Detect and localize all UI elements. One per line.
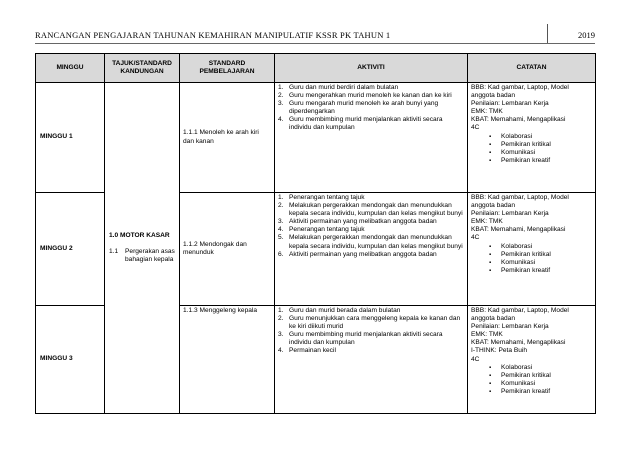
- week-cell: MINGGU 3: [36, 306, 105, 414]
- aktiviti-item: 2. Guru menunjukkan cara menggeleng kepala ke kanan dan ke kiri diikuti murid: [278, 315, 461, 331]
- catatan-line: BBB: Kad gambar, Laptop, Model anggota badan: [471, 307, 569, 323]
- catatan-line: Penilaian: Lembaran Kerja: [471, 323, 549, 331]
- rpt-table: [35, 53, 596, 414]
- aktiviti-item: 2. Melakukan pergerakkan mendongak dan menundukkan kepala secara individu, kumpulan dan kelas mengikut bunyi: [278, 202, 463, 218]
- catatan-line: Penilaian: Lembaran Kerja: [471, 210, 549, 218]
- sp-text: 1.1.3 Menggeleng kepala: [183, 307, 258, 314]
- catatan-line: EMK: TMK: [471, 108, 503, 116]
- header-divider: [547, 24, 548, 43]
- aktiviti-cell: [275, 306, 468, 414]
- col-header-aktiviti: AKTIVITI: [275, 54, 468, 83]
- aktiviti-item: 4. Guru membimbing murid menjalankan aktiviti secara individu dan kumpulan: [278, 116, 443, 132]
- aktiviti-item: 6. Aktiviti permainan yang melibatkan anggota badan: [278, 250, 437, 258]
- sp-cell: [180, 306, 275, 414]
- 4c-item: ▪ Komunikasi: [489, 258, 536, 266]
- bullet-icon: ▪: [489, 149, 492, 156]
- catatan-line: KBAT: Memahami, Mengaplikasi: [471, 226, 566, 234]
- 4c-list: [471, 243, 592, 275]
- catatan-line: 4C: [471, 124, 480, 132]
- 4c-item: ▪ Pemikiran kritikal: [489, 371, 551, 379]
- catatan-cell: [468, 83, 596, 193]
- 4c-list: [471, 133, 592, 165]
- bullet-icon: ▪: [489, 251, 492, 258]
- bullet-icon: ▪: [489, 141, 492, 148]
- col-header-sp: STANDARD PEMBELAJARAN: [180, 54, 275, 83]
- aktiviti-item: 2. Guru mengerahkan murid menoleh ke kanan dan ke kiri: [278, 92, 452, 100]
- 4c-list: [471, 364, 592, 396]
- bullet-icon: ▪: [489, 133, 492, 140]
- aktiviti-item: 5. Melakukan pergerakkan mendongak dan menundukkan kepala secara individu, kumpulan dan kelas mengikut bunyi: [278, 234, 463, 250]
- catatan-line: 4C: [471, 234, 480, 242]
- aktiviti-item: 4. Permainan kecil: [278, 347, 336, 355]
- 4c-item: ▪ Pemikiran kritikal: [489, 250, 551, 258]
- catatan-line: KBAT: Memahami, Mengaplikasi: [471, 339, 566, 347]
- col-header-tajuk: TAJUK/STANDARD KANDUNGAN: [105, 54, 180, 83]
- sp-text: 1.1.2 Mendongak dan menunduk: [183, 240, 247, 256]
- table-row: [36, 83, 596, 193]
- catatan-line: BBB: Kad gambar, Laptop, Model anggota badan: [471, 84, 569, 100]
- week-cell: MINGGU 1: [36, 83, 105, 193]
- bullet-icon: ▪: [489, 259, 492, 266]
- aktiviti-list: [278, 84, 464, 133]
- 4c-item: ▪ Kolaborasi: [489, 132, 533, 140]
- aktiviti-cell: [275, 83, 468, 193]
- catatan-line: 4C: [471, 355, 480, 363]
- 4c-item: ▪ Pemikiran kreatif: [489, 156, 551, 164]
- aktiviti-item: 3. Aktiviti permainan yang melibatkan anggota badan: [278, 218, 437, 226]
- table-header-row: [36, 54, 596, 83]
- aktiviti-list: [278, 194, 464, 259]
- aktiviti-item: 3. Guru membimbing murid menjalankan aktiviti secara individu dan kumpulan: [278, 331, 443, 347]
- catatan-line: KBAT: Memahami, Mengaplikasi: [471, 116, 566, 124]
- tajuk-cell: [105, 83, 180, 414]
- aktiviti-item: 4. Penerangan tentang tajuk: [278, 226, 365, 234]
- bullet-icon: ▪: [489, 364, 492, 371]
- catatan-line: Penilaian: Lembaran Kerja: [471, 100, 549, 108]
- catatan-cell: [468, 306, 596, 414]
- tajuk-sub-number: 1.1: [109, 247, 119, 255]
- 4c-item: ▪ Komunikasi: [489, 148, 536, 156]
- tajuk-sub: [109, 248, 176, 264]
- col-header-minggu: MINGGU: [36, 54, 105, 83]
- bullet-icon: ▪: [489, 380, 492, 387]
- sp-cell: [180, 83, 275, 193]
- page-header: [35, 30, 595, 44]
- catatan-line: I-THINK: Peta Buih: [471, 347, 528, 355]
- aktiviti-cell: [275, 193, 468, 306]
- col-header-catatan: CATATAN: [468, 54, 596, 83]
- week-cell: MINGGU 2: [36, 193, 105, 306]
- bullet-icon: ▪: [489, 243, 492, 250]
- 4c-item: ▪ Kolaborasi: [489, 363, 533, 371]
- bullet-icon: ▪: [489, 157, 492, 164]
- 4c-item: ▪ Pemikiran kritikal: [489, 140, 551, 148]
- 4c-item: ▪ Komunikasi: [489, 379, 536, 387]
- aktiviti-item: 1. Guru dan murid berdiri dalam bulatan: [278, 84, 399, 91]
- catatan-line: EMK: TMK: [471, 331, 503, 339]
- tajuk-sub-text: Pergerakan asas bahagian kepala: [125, 247, 175, 264]
- aktiviti-item: 3. Guru mengarah murid menoleh ke arah bunyi yang diperdengarkan: [278, 100, 439, 116]
- bullet-icon: ▪: [489, 267, 492, 274]
- 4c-item: ▪ Pemikiran kreatif: [489, 266, 551, 274]
- sp-cell: [180, 193, 275, 306]
- 4c-item: ▪ Pemikiran kreatif: [489, 387, 551, 395]
- tajuk-heading: 1.0 MOTOR KASAR: [109, 231, 170, 239]
- aktiviti-item: 1. Guru dan murid berada dalam bulatan: [278, 307, 401, 314]
- aktiviti-item: 1. Penerangan tentang tajuk: [278, 194, 365, 201]
- catatan-line: BBB: Kad gambar, Laptop, Model anggota badan: [471, 194, 569, 210]
- catatan-cell: [468, 193, 596, 306]
- aktiviti-list: [278, 307, 464, 356]
- sp-text: 1.1.1 Menoleh ke arah kiri dan kanan: [183, 129, 259, 145]
- bullet-icon: ▪: [489, 372, 492, 379]
- document-year: 2019: [578, 30, 595, 40]
- bullet-icon: ▪: [489, 388, 492, 395]
- header-rule: [35, 43, 595, 44]
- catatan-line: EMK: TMK: [471, 218, 503, 226]
- document-title: RANCANGAN PENGAJARAN TAHUNAN KEMAHIRAN MANIPULATIF KSSR PK TAHUN 1: [35, 30, 391, 40]
- 4c-item: ▪ Kolaborasi: [489, 242, 533, 250]
